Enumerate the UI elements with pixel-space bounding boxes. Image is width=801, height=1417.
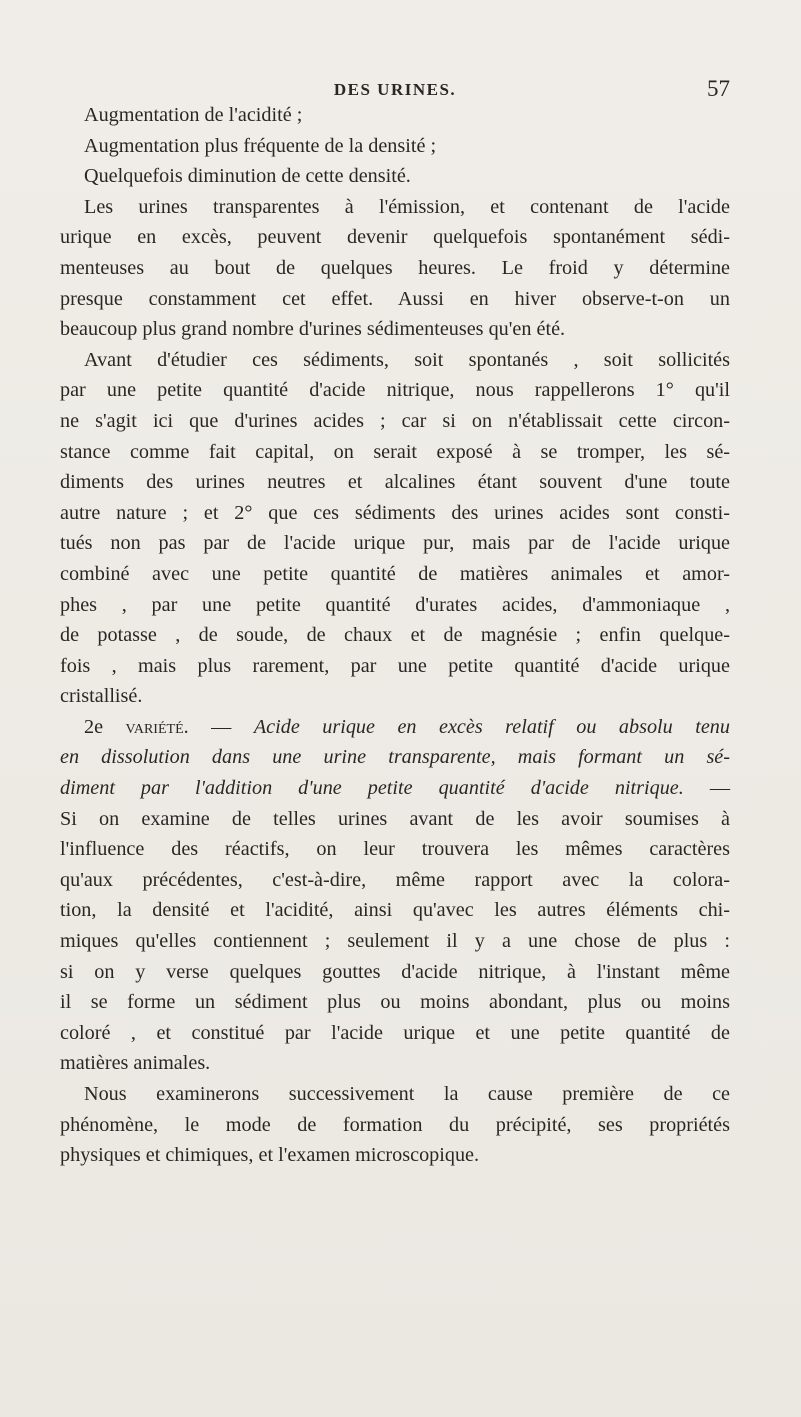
text-line: Avant d'étudier ces sédiments, soit spontanés , soit sollicités (84, 348, 730, 371)
text-line: phénomène, le mode de formation du précipité, ses propriétés (60, 1113, 730, 1136)
text-line: beaucoup plus grand nombre d'urines sédimenteuses qu'en été. (60, 318, 566, 341)
variety-label: variété. (125, 715, 189, 738)
text-line: phes , par une petite quantité d'urates acides, d'ammoniaque , (60, 593, 730, 616)
text-line: presque constamment cet effet. Aussi en hiver observe-t-on un (60, 287, 730, 310)
em-dash: — (683, 777, 731, 800)
section-heading-line (60, 712, 730, 743)
em-dash: — (188, 715, 254, 738)
text-line: tion, la densité et l'acidité, ainsi qu'avec les autres éléments chi- (60, 899, 730, 922)
text-line: qu'aux précédentes, c'est-à-dire, même rapport avec la colora- (60, 868, 730, 891)
text-line: matières animales. (60, 1052, 211, 1075)
section-title-line: en dissolution dans une urine transparente, mais formant un sé- (60, 746, 730, 769)
text-line: l'influence des réactifs, on leur trouvera les mêmes caractères (60, 838, 730, 861)
text-line: menteuses au bout de quelques heures. Le froid y détermine (60, 256, 730, 279)
variety-number: 2e (84, 715, 104, 738)
running-title: DES URINES. (333, 80, 457, 99)
text-line: stance comme fait capital, on serait exposé à se tromper, les sé- (60, 440, 730, 463)
text-line: coloré , et constitué par l'acide urique et une petite quantité de (60, 1021, 730, 1044)
text-line: ne s'agit ici que d'urines acides ; car si on n'établissait cette circon- (60, 409, 730, 432)
text-line: Nous examinerons successivement la cause première de ce (84, 1083, 730, 1105)
text-line: Quelquefois diminution de cette densité. (84, 165, 411, 188)
text-line: combiné avec une petite quantité de matières animales et amor- (60, 562, 730, 585)
text-line: miques qu'elles contiennent ; seulement il y a une chose de plus : (60, 930, 730, 953)
section-title-line-end (60, 773, 730, 804)
text-line: Augmentation de l'acidité ; (84, 104, 303, 126)
text-line: Si on examine de telles urines avant de les avoir soumises à (60, 807, 730, 830)
body-text (60, 100, 730, 1171)
page-number: 57 (707, 76, 730, 101)
text-line: tués non pas par de l'acide urique pur, mais par de l'acide urique (60, 532, 730, 555)
section-title-end: diment par l'addition d'une petite quantité d'acide nitrique. (60, 777, 684, 800)
text-line: si on y verse quelques gouttes d'acide nitrique, à l'instant même (60, 960, 730, 983)
text-line: cristallisé. (60, 685, 143, 708)
text-line: diments des urines neutres et alcalines étant souvent d'une toute (60, 471, 730, 494)
text-line: par une petite quantité d'acide nitrique, nous rappellerons 1° qu'il (60, 379, 730, 402)
text-line: Les urines transparentes à l'émission, et contenant de l'acide (84, 195, 730, 218)
text-line: de potasse , de soude, de chaux et de magnésie ; enfin quelque- (60, 624, 730, 647)
text-line: autre nature ; et 2° que ces sédiments des urines acides sont consti- (60, 501, 730, 524)
text-line: Augmentation plus fréquente de la densité ; (84, 134, 437, 157)
text-line: physiques et chimiques, et l'examen microscopique. (60, 1144, 480, 1167)
text-line: il se forme un sédiment plus ou moins abondant, plus ou moins (60, 991, 730, 1014)
text-line: urique en excès, peuvent devenir quelquefois spontanément sédi- (60, 226, 730, 249)
section-title: Acide urique en excès relatif ou absolu tenu (253, 715, 730, 738)
text-line: fois , mais plus rarement, par une petite quantité d'acide urique (60, 654, 730, 677)
